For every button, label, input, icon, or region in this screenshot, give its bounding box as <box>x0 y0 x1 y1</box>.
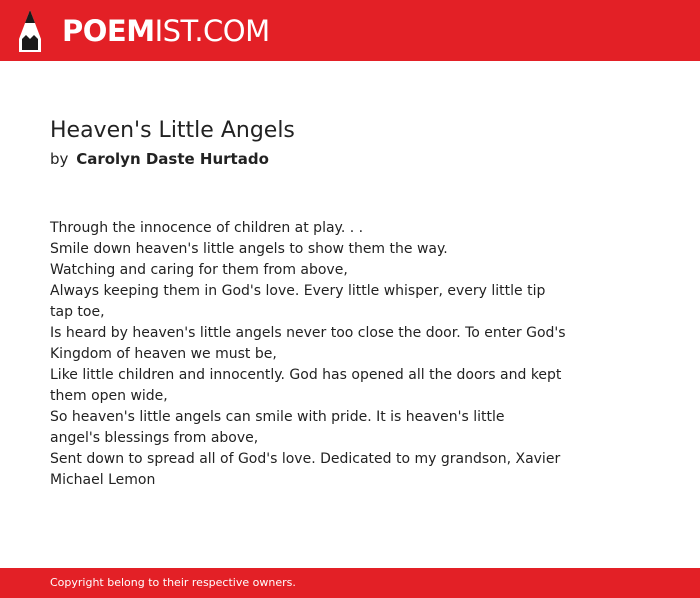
poem-line: Watching and caring for them from above, <box>50 262 348 278</box>
poem-line: Always keeping them in God's love. Every little whisper, every little tip <box>50 283 546 299</box>
poem-line: Is heard by heaven's little angels never too close the door. To enter God's <box>50 325 566 341</box>
poem-line: Smile down heaven's little angels to show them the way. <box>50 241 448 257</box>
poem-line: So heaven's little angels can smile with pride. It is heaven's little <box>50 409 505 425</box>
poem-line: Kingdom of heaven we must be, <box>50 346 277 362</box>
logo-light-text: IST.COM <box>154 14 270 48</box>
logo-bold-text: POEM <box>62 14 155 48</box>
poem-line: Sent down to spread all of God's love. Dedicated to my grandson, Xavier <box>50 451 561 467</box>
author-name: Carolyn Daste Hurtado <box>76 150 269 168</box>
site-footer <box>0 568 700 598</box>
byline <box>50 148 269 170</box>
copyright-text: Copyright belong to their respective owners. <box>50 576 296 589</box>
poem-body <box>50 218 570 491</box>
pencil-tip-icon[interactable] <box>18 10 42 52</box>
site-header <box>0 0 700 61</box>
poem-line: Like little children and innocently. God has opened all the doors and kept <box>50 367 562 383</box>
poem-line: angel's blessings from above, <box>50 430 259 446</box>
site-logo[interactable] <box>62 12 270 50</box>
poem-line: Michael Lemon <box>50 472 156 488</box>
poem-line: tap toe, <box>50 304 105 320</box>
poem-line: them open wide, <box>50 388 168 404</box>
poem-title: Heaven's Little Angels <box>50 118 295 143</box>
poem-line: Through the innocence of children at play. . . <box>50 220 364 236</box>
by-label: by <box>50 150 69 168</box>
